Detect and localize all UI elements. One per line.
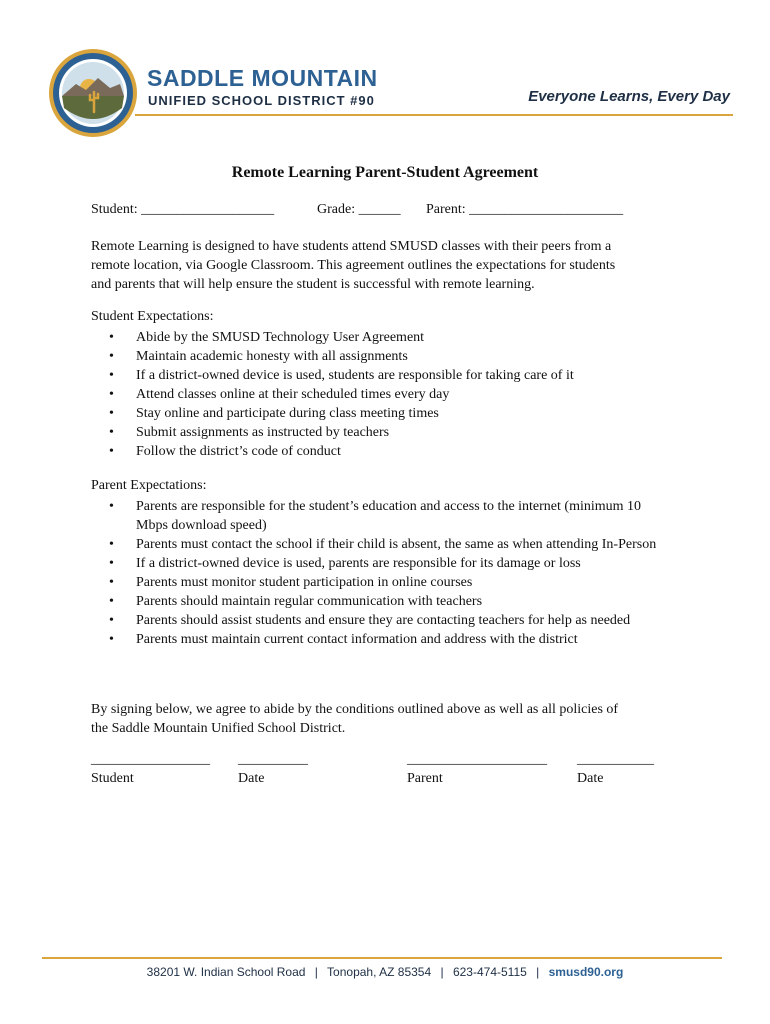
list-item: • Follow the district’s code of conduct [136, 442, 736, 461]
student-signature-line: _________________ [91, 752, 210, 767]
list-item: • Submit assignments as instructed by teachers [136, 423, 736, 442]
intro-line: Remote Learning is designed to have students attend SMUSD classes with their peers from a [91, 239, 612, 254]
parent-date-label: Date [577, 771, 604, 786]
student-date-label: Date [238, 771, 265, 786]
footer-separator: | [314, 965, 318, 979]
parent-signature-line: ____________________ [407, 752, 547, 767]
list-item: • Stay online and participate during class meeting times [136, 404, 736, 423]
list-item: • Parents are responsible for the student’s education and access to the internet (minimum 10 Mbps download speed) [136, 497, 676, 535]
intro-line: and parents that will help ensure the student is successful with remote learning. [91, 277, 535, 292]
student-field: Student: ___________________ [91, 202, 275, 217]
parent-expectations-list [91, 497, 676, 649]
footer-separator: | [440, 965, 444, 979]
intro-line: remote location, via Google Classroom. This agreement outlines the expectations for students [91, 258, 616, 273]
footer-contact [0, 965, 770, 979]
list-item: • Parents must contact the school if their child is absent, the same as when attending In-Person [136, 535, 676, 554]
closing-line: the Saddle Mountain Unified School District. [91, 721, 346, 736]
parent-field: Parent: ______________________ [426, 202, 624, 217]
parent-expectations-heading: Parent Expectations: [91, 478, 207, 493]
list-item: • Maintain academic honesty with all assignments [136, 347, 736, 366]
tagline: Everyone Learns, Every Day [528, 88, 730, 105]
intro-paragraph [91, 237, 681, 294]
district-seal-logo [48, 48, 138, 138]
list-item: • Parents must monitor student participation in online courses [136, 573, 676, 592]
document-title: Remote Learning Parent-Student Agreement [231, 164, 539, 181]
org-subtitle: UNIFIED SCHOOL DISTRICT #90 [148, 93, 375, 108]
org-name: SADDLE MOUNTAIN [147, 65, 378, 91]
student-expectations-heading: Student Expectations: [91, 309, 214, 324]
list-item: • Attend classes online at their scheduled times every day [136, 385, 736, 404]
list-item: • If a district-owned device is used, students are responsible for taking care of it [136, 366, 736, 385]
footer-phone: 623-474-5115 [452, 965, 527, 979]
grade-field: Grade: ______ [317, 202, 401, 217]
header-divider [135, 114, 733, 116]
closing-paragraph [91, 700, 691, 738]
list-item: • Abide by the SMUSD Technology User Agreement [136, 328, 736, 347]
parent-signature-label: Parent [407, 771, 443, 786]
closing-line: By signing below, we agree to abide by the conditions outlined above as well as all policies of [91, 702, 619, 717]
footer-website-link[interactable]: smusd90.org [548, 965, 624, 979]
list-item: • If a district-owned device is used, parents are responsible for its damage or loss [136, 554, 676, 573]
student-expectations-list [91, 328, 736, 461]
footer-city: Tonopah, AZ 85354 [327, 965, 432, 979]
list-item: • Parents should maintain regular communication with teachers [136, 592, 676, 611]
student-signature-label: Student [91, 771, 134, 786]
list-item: • Parents must maintain current contact information and address with the district [136, 630, 676, 649]
parent-date-line: ___________ [577, 752, 654, 767]
footer-divider [42, 957, 722, 959]
footer-address: 38201 W. Indian School Road [146, 965, 306, 979]
student-date-line: __________ [238, 752, 308, 767]
footer-separator: | [536, 965, 540, 979]
list-item: • Parents should assist students and ensure they are contacting teachers for help as needed [136, 611, 676, 630]
